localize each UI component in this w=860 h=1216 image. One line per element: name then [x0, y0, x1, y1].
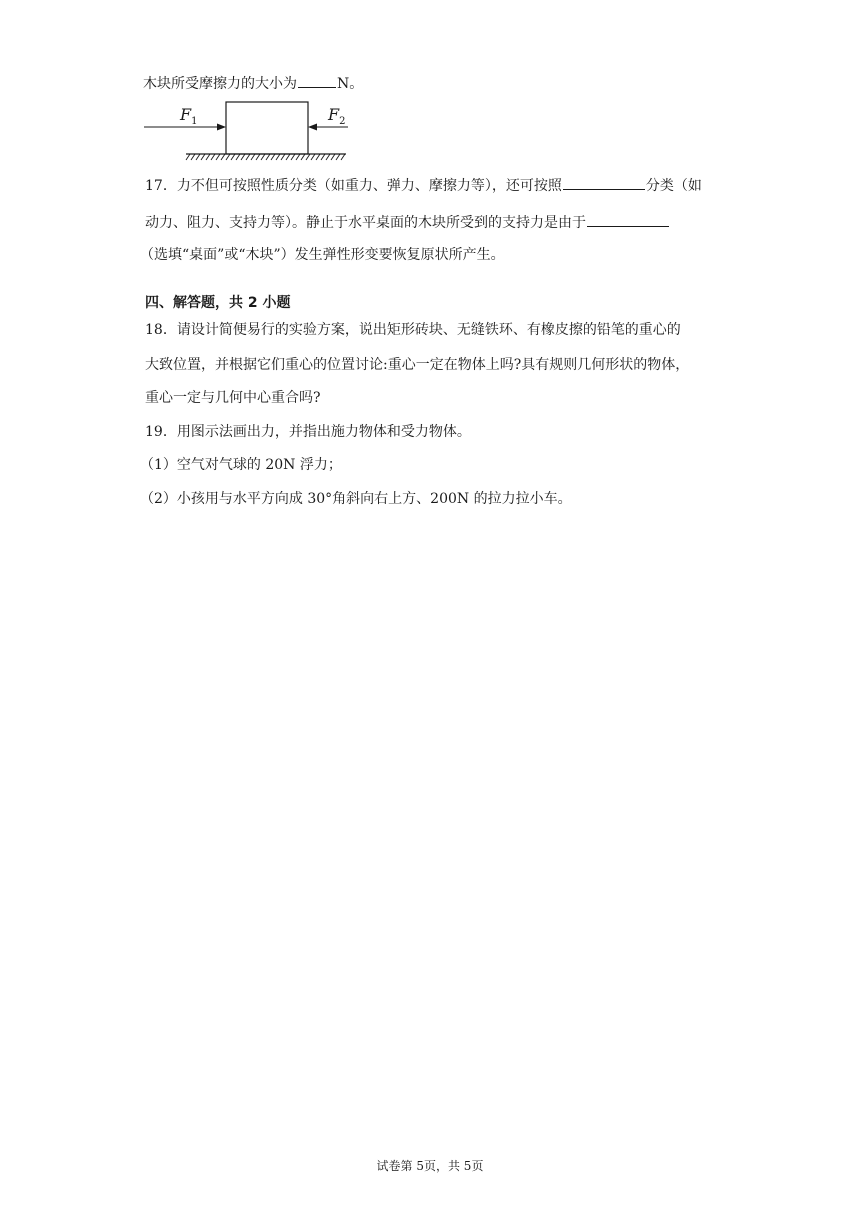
q17-line-2 — [145, 212, 670, 233]
f1-label: $F_1$ — [180, 105, 198, 127]
force-diagram — [142, 98, 348, 162]
q16-tail-line — [143, 73, 363, 94]
q18-line-3: 重心一定与几何中心重合吗? — [145, 390, 321, 406]
ground-surface — [186, 154, 346, 160]
q17-line-1 — [145, 175, 702, 196]
q16-text-before: 木块所受摩擦力的大小为 — [143, 76, 297, 92]
q17-text-2: 动力、阻力、支持力等）。静止于水平桌面的木块所受到的支持力是由于 — [145, 215, 586, 231]
q19-sub-1: （1）空气对气球的 20N 浮力； — [140, 457, 342, 473]
q17-answer-blank-1[interactable] — [563, 175, 645, 190]
f2-label: $F_2$ — [328, 105, 346, 127]
q17-answer-blank-2[interactable] — [587, 212, 669, 227]
q17-line-3 — [140, 245, 505, 265]
q17-text-1b: 分类（如 — [645, 178, 702, 194]
page-footer: 试卷第 5页，共 5页 — [376, 1159, 484, 1173]
q19-sub-2: （2）小孩用与水平方向成 30°角斜向右上方、200N 的拉力拉小车。 — [140, 491, 572, 507]
q18-line-1: 18．请设计简便易行的实验方案，说出矩形砖块、无缝铁环、有橡皮擦的铅笔的重心的 — [145, 322, 681, 338]
wooden-block — [226, 102, 308, 154]
q18-line-2: 大致位置，并根据它们重心的位置讨论:重心一定在物体上吗?具有规则几何形状的物体， — [145, 357, 690, 373]
f1-arrow — [144, 124, 226, 131]
q16-text-after: N。 — [337, 76, 364, 92]
q17-text-3: （选填“桌面”或“木块”）发生弹性形变要恢复原状所产生。 — [140, 247, 505, 263]
q17-text-1a: 17．力不但可按照性质分类（如重力、弹力、摩擦力等），还可按照 — [145, 178, 562, 194]
q19-line-1: 19．用图示法画出力，并指出施力物体和受力物体。 — [145, 424, 471, 440]
q16-answer-blank[interactable] — [298, 73, 336, 88]
section-heading: 四、解答题，共 2 小题 — [145, 295, 291, 311]
